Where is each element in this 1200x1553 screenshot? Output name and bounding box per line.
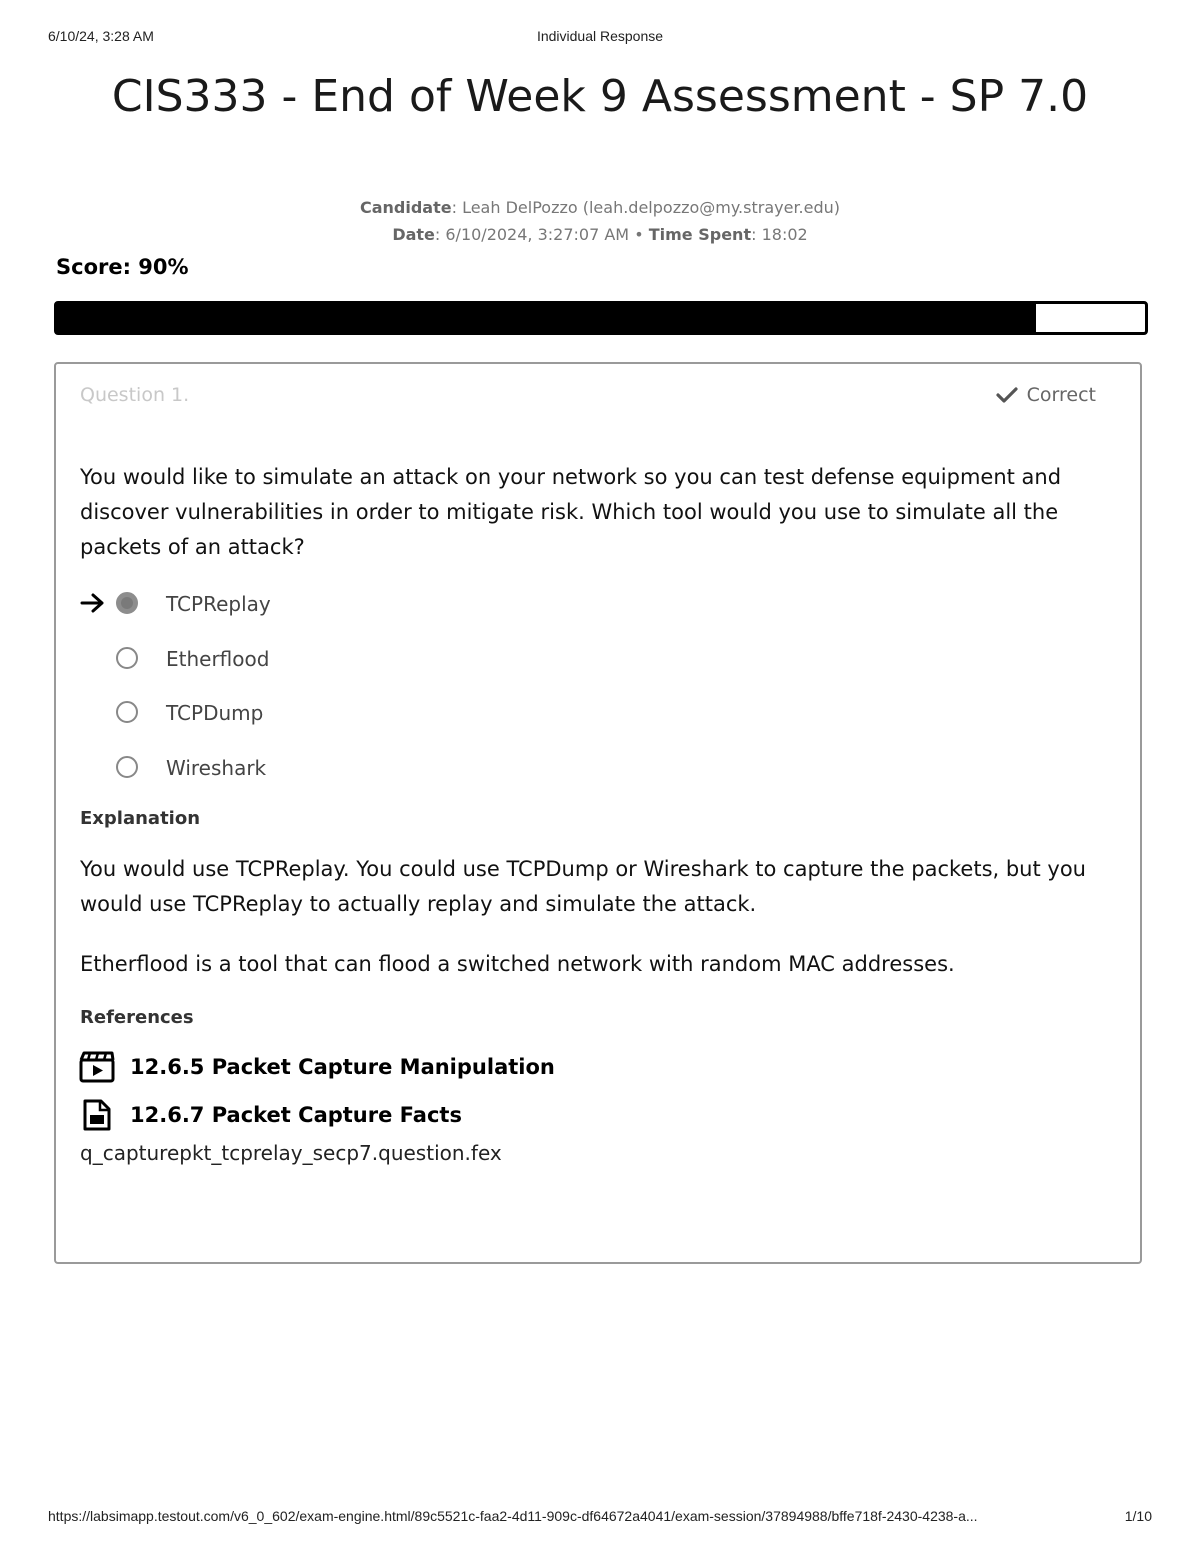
time-spent-value: 18:02 <box>761 225 808 244</box>
date-value: 6/10/2024, 3:27:07 AM <box>445 225 630 244</box>
radio-button[interactable] <box>116 701 138 723</box>
score-progress-bar <box>54 301 1148 335</box>
candidate-value: Leah DelPozzo (leah.delpozzo@my.strayer.edu) <box>462 198 841 217</box>
explanation-heading: Explanation <box>80 808 201 829</box>
references-heading: References <box>80 1007 194 1028</box>
checkmark-icon <box>996 386 1018 404</box>
option-label: Etherflood <box>166 647 270 671</box>
question-status <box>996 384 1096 406</box>
option-label: Wireshark <box>166 756 267 780</box>
document-icon <box>78 1098 116 1132</box>
reference-link[interactable] <box>78 1098 462 1132</box>
candidate-label: Candidate <box>359 198 452 217</box>
radio-button[interactable] <box>116 592 138 614</box>
question-file-name: q_capturepkt_tcprelay_secp7.question.fex <box>80 1141 502 1165</box>
print-footer <box>48 1508 1152 1528</box>
explanation-paragraph: You would use TCPReplay. You could use TCPDump or Wireshark to capture the packets, but you would use TCPReplay to actually replay and simulate the attack. <box>80 857 1086 916</box>
date-label: Date <box>392 225 435 244</box>
time-spent-label: Time Spent <box>648 225 752 244</box>
answer-option[interactable] <box>80 590 680 620</box>
question-text: You would like to simulate an attack on your network so you can test defense equipment and discover vulnerabilities in order to mitigate risk. Which tool would you use to simulate all the packets of an attack? <box>80 465 1062 559</box>
score-progress-fill <box>57 304 1036 332</box>
question-card <box>54 362 1142 1264</box>
radio-button[interactable] <box>116 756 138 778</box>
status-text: Correct <box>1026 384 1096 406</box>
answer-option[interactable] <box>80 754 680 784</box>
question-number: Question 1. <box>80 384 190 406</box>
reference-link[interactable] <box>78 1050 555 1084</box>
print-datetime: 6/10/24, 3:28 AM <box>48 28 154 44</box>
radio-button[interactable] <box>116 647 138 669</box>
page-url: https://labsimapp.testout.com/v6_0_602/exam-engine.html/89c5521c-faa2-4d11-909c-df64672a4041/exam-session/37894988/bffe718f-2430-4238-a... <box>48 1508 978 1524</box>
explanation-paragraph: Etherflood is a tool that can flood a switched network with random MAC addresses. <box>80 952 955 976</box>
selected-arrow-icon <box>80 592 106 614</box>
option-label: TCPReplay <box>166 592 271 616</box>
score-text: Score: 90% <box>56 255 189 279</box>
reference-title: 12.6.5 Packet Capture Manipulation <box>130 1055 555 1079</box>
answer-option[interactable] <box>80 645 680 675</box>
candidate-line: Candidate: Leah DelPozzo (leah.delpozzo@my.strayer.edu) <box>359 198 841 217</box>
page-number: 1/10 <box>1124 1508 1152 1524</box>
page-title: CIS333 - End of Week 9 Assessment - SP 7.0 <box>111 71 1089 122</box>
date-line: Date: 6/10/2024, 3:27:07 AM • Time Spent: 18:02 <box>392 225 808 244</box>
video-clapperboard-icon <box>78 1050 116 1084</box>
option-label: TCPDump <box>166 701 264 725</box>
answer-option[interactable] <box>80 699 680 729</box>
print-header <box>48 28 1152 48</box>
meta-separator: • <box>634 225 644 244</box>
reference-title: 12.6.7 Packet Capture Facts <box>130 1103 462 1127</box>
print-title: Individual Response <box>536 28 664 44</box>
